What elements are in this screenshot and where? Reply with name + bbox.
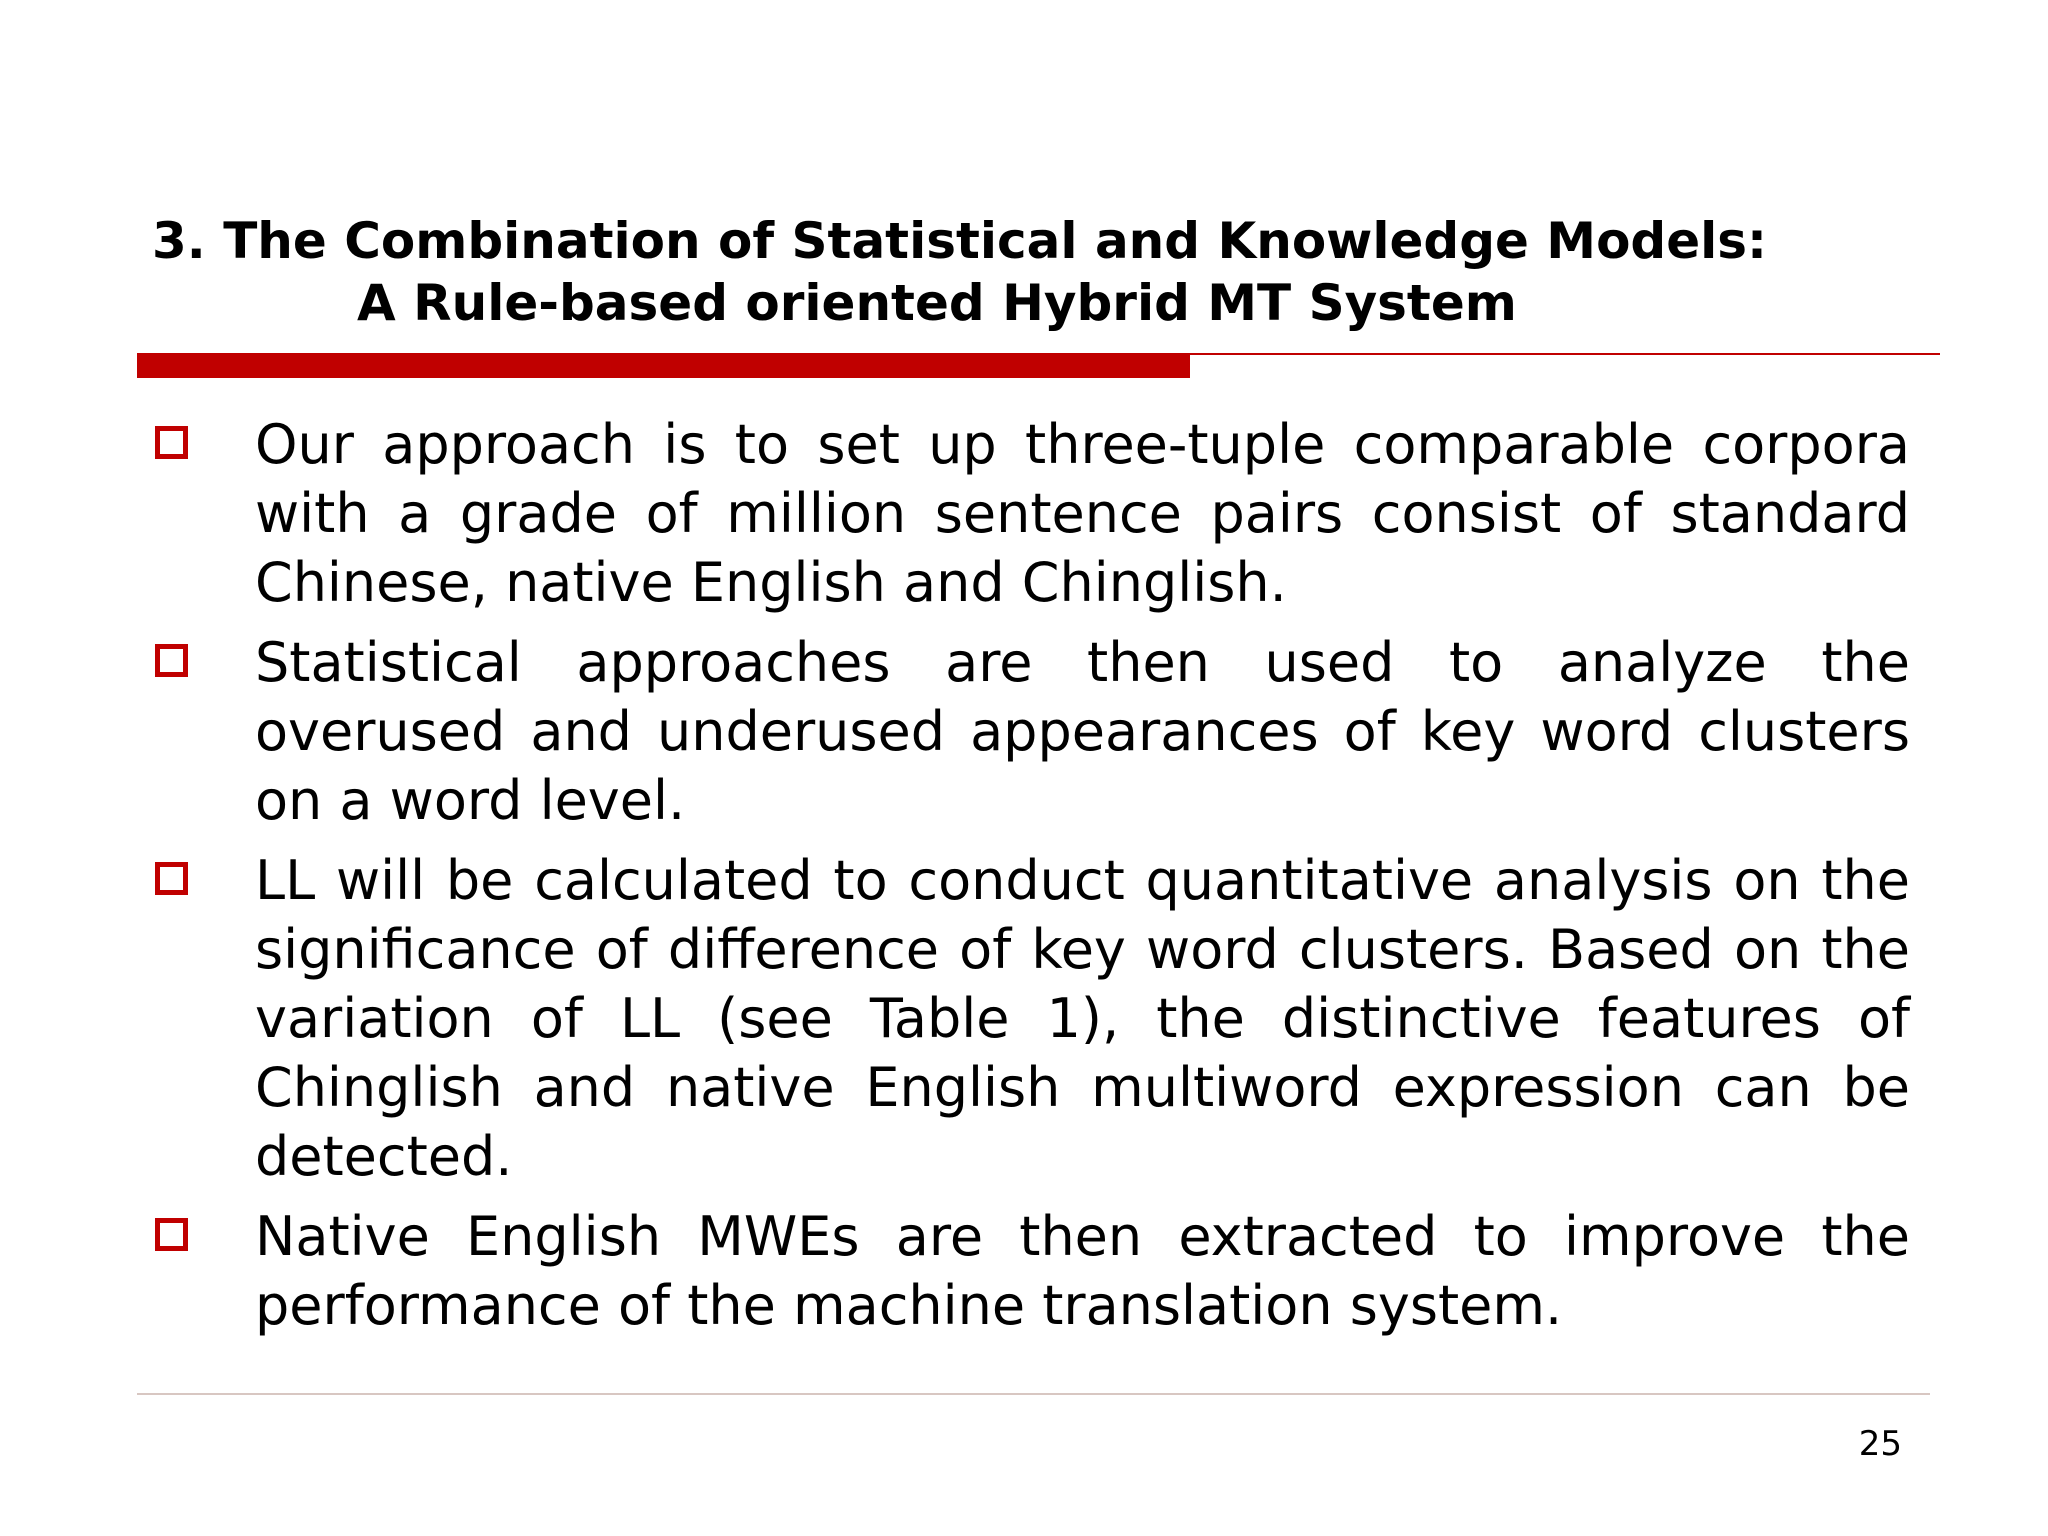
bullet-text: Native English MWEs are then extracted to improve the performance of the machine translation system. (255, 1205, 1910, 1337)
square-bullet-icon (155, 426, 188, 459)
slide-title (152, 210, 1952, 334)
square-bullet-icon (155, 862, 188, 895)
bullet-text: Statistical approaches are then used to analyze the overused and underused appearances of key word clusters on a word level. (255, 631, 1910, 832)
bullet-text: Our approach is to set up three-tuple comparable corpora with a grade of million sentence pairs consist of standard Chinese, native English and Chinglish. (255, 413, 1910, 614)
bullet-item (150, 628, 1910, 835)
square-bullet-icon (155, 1218, 188, 1251)
bullet-item (150, 410, 1910, 617)
footer-divider (137, 1393, 1930, 1395)
bullet-list (150, 410, 1910, 1351)
title-line-2: A Rule-based oriented Hybrid MT System (357, 274, 1517, 332)
bullet-item (150, 846, 1910, 1191)
title-underline-bar (137, 353, 1190, 378)
title-line-1: 3. The Combination of Statistical and Knowledge Models: (152, 212, 1768, 270)
page-number: 25 (1858, 1424, 1902, 1464)
bullet-item (150, 1202, 1910, 1340)
bullet-text: LL will be calculated to conduct quantitative analysis on the significance of difference of key word clusters. Based on the variation of LL (see Table 1), the distinctive features of Chinglish and native English multiword expression can be detected. (255, 849, 1910, 1188)
square-bullet-icon (155, 644, 188, 677)
